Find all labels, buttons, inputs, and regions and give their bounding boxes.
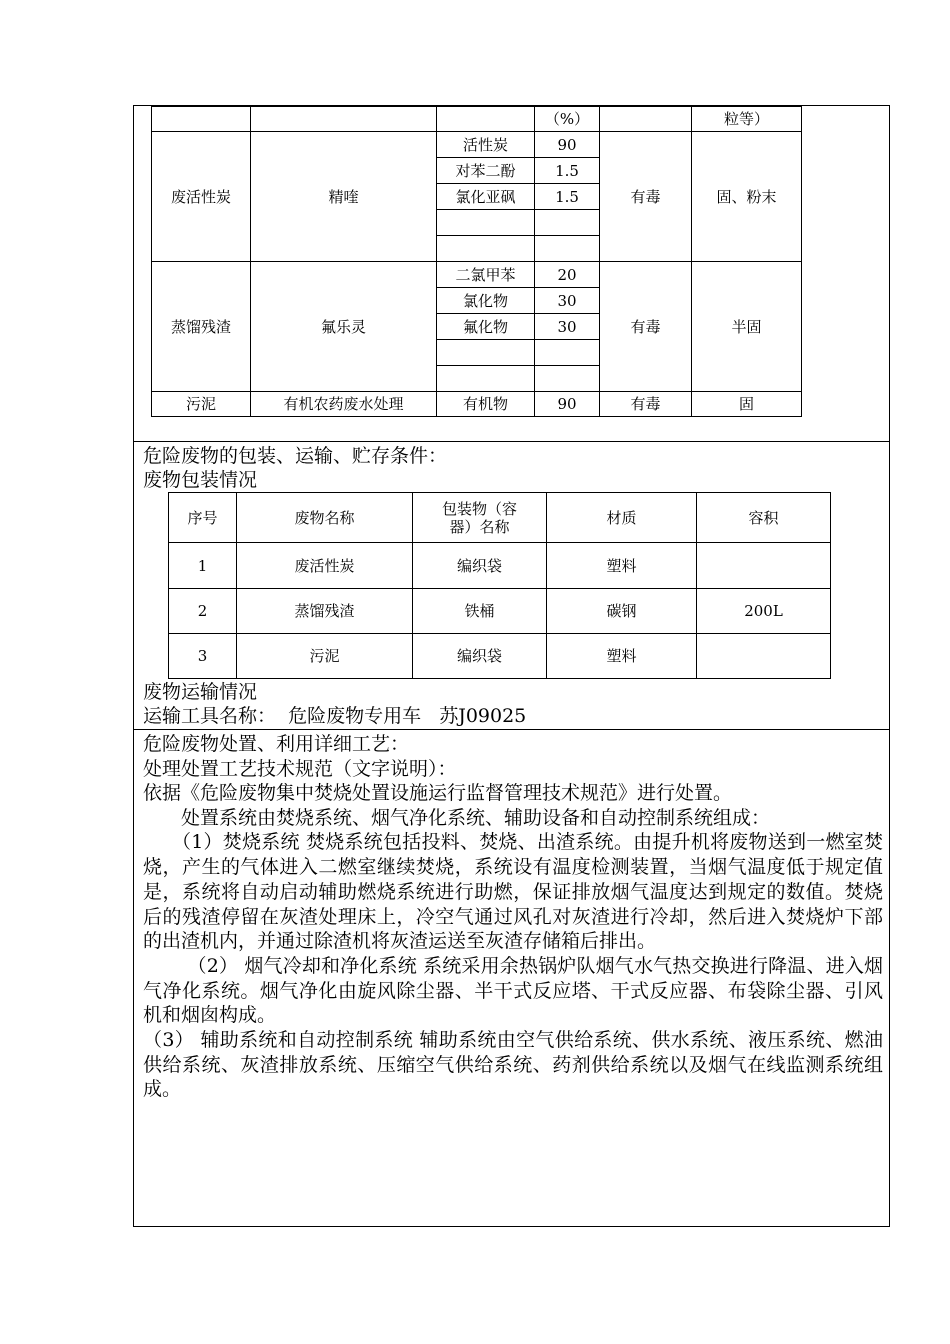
component-pct-cell: 1.5 xyxy=(535,158,600,184)
table-cell xyxy=(251,107,437,132)
component-name-cell: 有机物 xyxy=(437,392,535,417)
transport-vehicle: 运输工具名称： 危险废物专用车 苏J09025 xyxy=(143,705,527,727)
section-divider xyxy=(133,729,890,730)
hazard-cell: 有毒 xyxy=(600,132,692,262)
process-paragraph: （3） 辅助系统和自动控制系统 辅助系统由空气供给系统、供水系统、液压系统、燃油供给系统、灰渣排放系统、压缩空气供给系统、药剂供给系统以及烟气在线监测系统组成。 xyxy=(143,1029,883,1101)
column-header: 材质 xyxy=(547,493,697,543)
component-pct-cell: 1.5 xyxy=(535,184,600,210)
process-paragraph: 依据《危险废物集中焚烧处置设施运行监督管理技术规范》进行处置。 xyxy=(143,782,733,804)
process-subheading: 处理处置工艺技术规范（文字说明）： xyxy=(143,758,457,780)
component-name-cell: 对苯二酚 xyxy=(437,158,535,184)
component-pct-cell xyxy=(535,236,600,262)
process-paragraph: （2） 烟气冷却和净化系统 系统采用余热锅炉队烟气水气热交换进行降温、进入烟气净化系统。烟气净化由旋风除尘器、半干式反应塔、干式反应器、布袋除尘器、引风机和烟囱构成。 xyxy=(143,954,883,1027)
section-divider xyxy=(133,441,890,442)
component-name-cell: 活性炭 xyxy=(437,132,535,158)
table-cell: 蒸馏残渣 xyxy=(237,589,413,634)
table-cell xyxy=(600,107,692,132)
table-cell: 废活性炭 xyxy=(237,543,413,589)
table-row xyxy=(152,132,802,158)
table-cell: 3 xyxy=(169,634,237,679)
transport-title: 废物运输情况 xyxy=(143,681,258,703)
component-name-cell: 氯化物 xyxy=(437,288,535,314)
table-row xyxy=(152,392,802,417)
table-cell: 编织袋 xyxy=(413,634,547,679)
packaging-table xyxy=(168,492,831,679)
table-cell: 粒等） xyxy=(692,107,802,132)
form-cell: 固、粉末 xyxy=(692,132,802,262)
column-header: 废物名称 xyxy=(237,493,413,543)
column-header: 序号 xyxy=(169,493,237,543)
waste-name-cell: 污泥 xyxy=(152,392,251,417)
table-cell xyxy=(437,107,535,132)
table-cell: 铁桶 xyxy=(413,589,547,634)
column-header: 包装物（容器）名称 xyxy=(413,493,547,543)
table-row xyxy=(152,107,802,132)
component-name-cell xyxy=(437,236,535,262)
form-cell: 半固 xyxy=(692,262,802,392)
hazard-cell: 有毒 xyxy=(600,392,692,417)
packaging-title: 危险废物的包装、运输、贮存条件： xyxy=(143,445,448,467)
component-pct-cell: 30 xyxy=(535,314,600,340)
process-paragraph: （1）焚烧系统 焚烧系统包括投料、焚烧、出渣系统。由提升机将废物送到一燃室焚烧，产生的气体进入二燃室继续焚烧，系统设有温度检测装置，当烟气温度低于规定值是，系统将自动启动辅助燃烧系统进行助燃，保证排放烟气温度达到规定的数值。焚烧后的残渣停留在灰渣处理床上，冷空气通过风孔对灰渣进行冷却，然后进入焚烧炉下部的出渣机内，并通过除渣机将灰渣运送至灰渣存储箱后排出。 xyxy=(143,831,883,953)
table-cell xyxy=(697,543,831,589)
waste-name-cell: 蒸馏残渣 xyxy=(152,262,251,392)
component-pct-cell: 20 xyxy=(535,262,600,288)
process-description xyxy=(143,781,883,1102)
table-header-row xyxy=(169,493,831,543)
component-pct-cell xyxy=(535,366,600,392)
waste-source-cell: 精喹 xyxy=(251,132,437,262)
waste-name-cell: 废活性炭 xyxy=(152,132,251,262)
table-cell: 200L xyxy=(697,589,831,634)
column-header: 容积 xyxy=(697,493,831,543)
component-name-cell xyxy=(437,366,535,392)
component-pct-cell: 30 xyxy=(535,288,600,314)
process-paragraph: 处置系统由焚烧系统、烟气净化系统、辅助设备和自动控制系统组成： xyxy=(143,806,771,829)
component-name-cell: 氯化亚砜 xyxy=(437,184,535,210)
table-cell xyxy=(152,107,251,132)
table-cell: 塑料 xyxy=(547,543,697,589)
table-cell xyxy=(697,634,831,679)
table-cell: 塑料 xyxy=(547,634,697,679)
table-cell: 1 xyxy=(169,543,237,589)
component-pct-cell: 90 xyxy=(535,132,600,158)
form-cell: 固 xyxy=(692,392,802,417)
process-heading: 危险废物处置、利用详细工艺： xyxy=(143,733,410,755)
table-cell: 污泥 xyxy=(237,634,413,679)
component-name-cell: 二氯甲苯 xyxy=(437,262,535,288)
packaging-subtitle: 废物包装情况 xyxy=(143,469,258,491)
component-pct-cell xyxy=(535,340,600,366)
table-cell: （%） xyxy=(535,107,600,132)
hazard-cell: 有毒 xyxy=(600,262,692,392)
waste-source-cell: 氟乐灵 xyxy=(251,262,437,392)
table-cell: 编织袋 xyxy=(413,543,547,589)
component-pct-cell xyxy=(535,210,600,236)
waste-composition-table xyxy=(151,106,802,417)
table-row xyxy=(169,589,831,634)
component-name-cell: 氟化物 xyxy=(437,314,535,340)
table-cell: 碳钢 xyxy=(547,589,697,634)
table-row xyxy=(169,543,831,589)
component-name-cell xyxy=(437,340,535,366)
component-name-cell xyxy=(437,210,535,236)
table-cell: 2 xyxy=(169,589,237,634)
component-pct-cell: 90 xyxy=(535,392,600,417)
table-row xyxy=(169,634,831,679)
table-row xyxy=(152,262,802,288)
waste-source-cell: 有机农药废水处理 xyxy=(251,392,437,417)
